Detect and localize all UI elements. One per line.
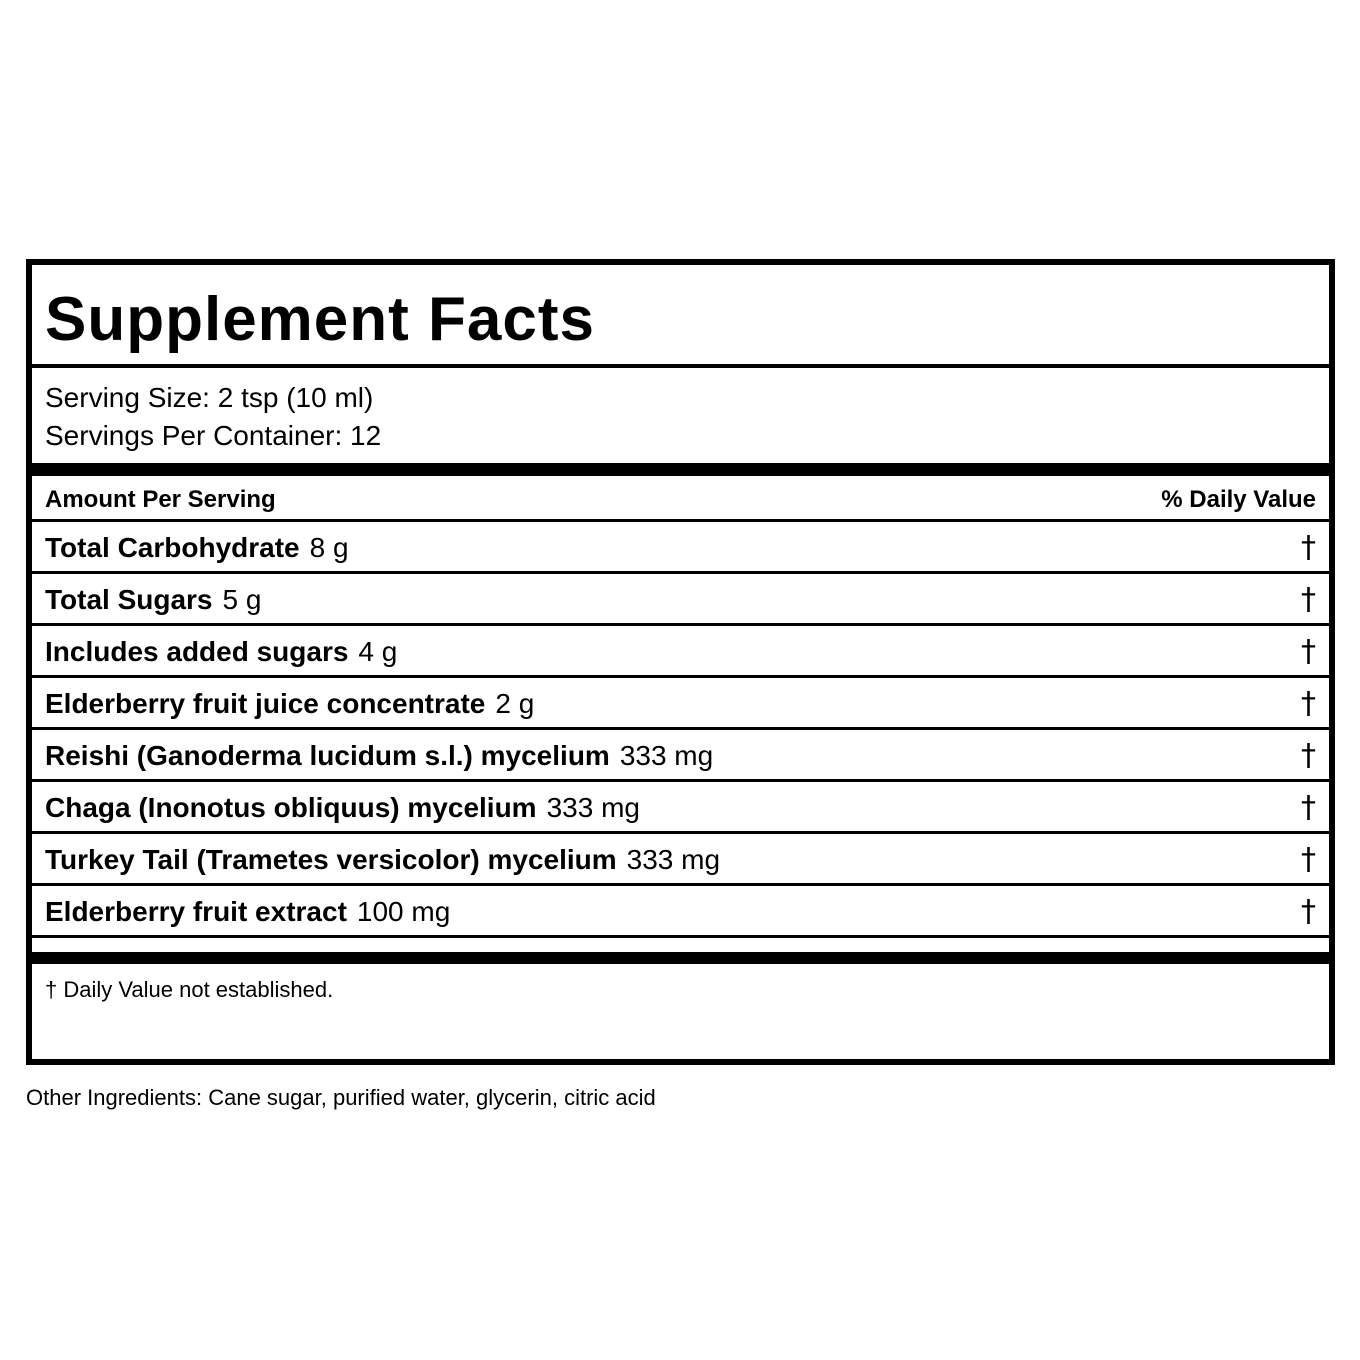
daily-value-header: % Daily Value bbox=[1161, 486, 1316, 513]
nutrient-amount: 100 mg bbox=[356, 896, 451, 927]
nutrient-row bbox=[32, 782, 1329, 834]
panel-title: Supplement Facts bbox=[45, 285, 595, 354]
nutrient-name: Turkey Tail (Trametes versicolor) mycelium bbox=[45, 844, 617, 875]
nutrient-row bbox=[32, 834, 1329, 886]
daily-value-dagger: † bbox=[1301, 634, 1316, 669]
nutrient-amount: 333 mg bbox=[546, 792, 640, 823]
nutrient-row bbox=[32, 730, 1329, 782]
nutrient-row bbox=[32, 522, 1329, 574]
nutrient-amount: 333 mg bbox=[619, 740, 714, 771]
serving-size: Serving Size: 2 tsp (10 ml) bbox=[45, 382, 374, 413]
nutrient-name: Includes added sugars bbox=[45, 636, 349, 667]
nutrient-row bbox=[32, 574, 1329, 626]
nutrient-name: Total Carbohydrate bbox=[45, 532, 300, 563]
daily-value-dagger: † bbox=[1301, 790, 1316, 825]
daily-value-dagger: † bbox=[1301, 894, 1316, 929]
nutrient-row bbox=[32, 678, 1329, 730]
nutrient-name: Elderberry fruit extract bbox=[45, 896, 347, 927]
nutrient-name: Reishi (Ganoderma lucidum s.l.) mycelium bbox=[45, 740, 610, 771]
amount-per-serving-header: Amount Per Serving bbox=[45, 486, 276, 513]
supplement-facts-panel bbox=[26, 259, 1335, 1065]
nutrient-row bbox=[32, 886, 1329, 938]
daily-value-dagger: † bbox=[1301, 738, 1316, 773]
nutrient-name: Chaga (Inonotus obliquus) mycelium bbox=[45, 792, 537, 823]
daily-value-dagger: † bbox=[1301, 686, 1316, 721]
column-header-row bbox=[32, 476, 1329, 522]
servings-per-container: Servings Per Container: 12 bbox=[45, 420, 382, 451]
daily-value-footnote: † Daily Value not established. bbox=[45, 977, 334, 1002]
daily-value-dagger: † bbox=[1301, 842, 1316, 877]
title-section bbox=[32, 265, 1329, 368]
nutrient-amount: 5 g bbox=[222, 584, 262, 615]
nutrient-row bbox=[32, 626, 1329, 678]
daily-value-dagger: † bbox=[1301, 582, 1316, 617]
thick-divider bbox=[32, 463, 1329, 476]
nutrient-name: Elderberry fruit juice concentrate bbox=[45, 688, 486, 719]
nutrient-amount: 333 mg bbox=[626, 844, 721, 875]
bottom-thick-divider bbox=[32, 952, 1329, 964]
daily-value-dagger: † bbox=[1301, 530, 1316, 565]
serving-info bbox=[32, 368, 1329, 463]
nutrient-amount: 2 g bbox=[495, 688, 535, 719]
nutrient-amount: 8 g bbox=[309, 532, 349, 563]
other-ingredients: Other Ingredients: Cane sugar, purified water, glycerin, citric acid bbox=[26, 1085, 656, 1110]
nutrient-rows bbox=[32, 522, 1329, 938]
nutrient-amount: 4 g bbox=[358, 636, 398, 667]
nutrient-name: Total Sugars bbox=[45, 584, 213, 615]
